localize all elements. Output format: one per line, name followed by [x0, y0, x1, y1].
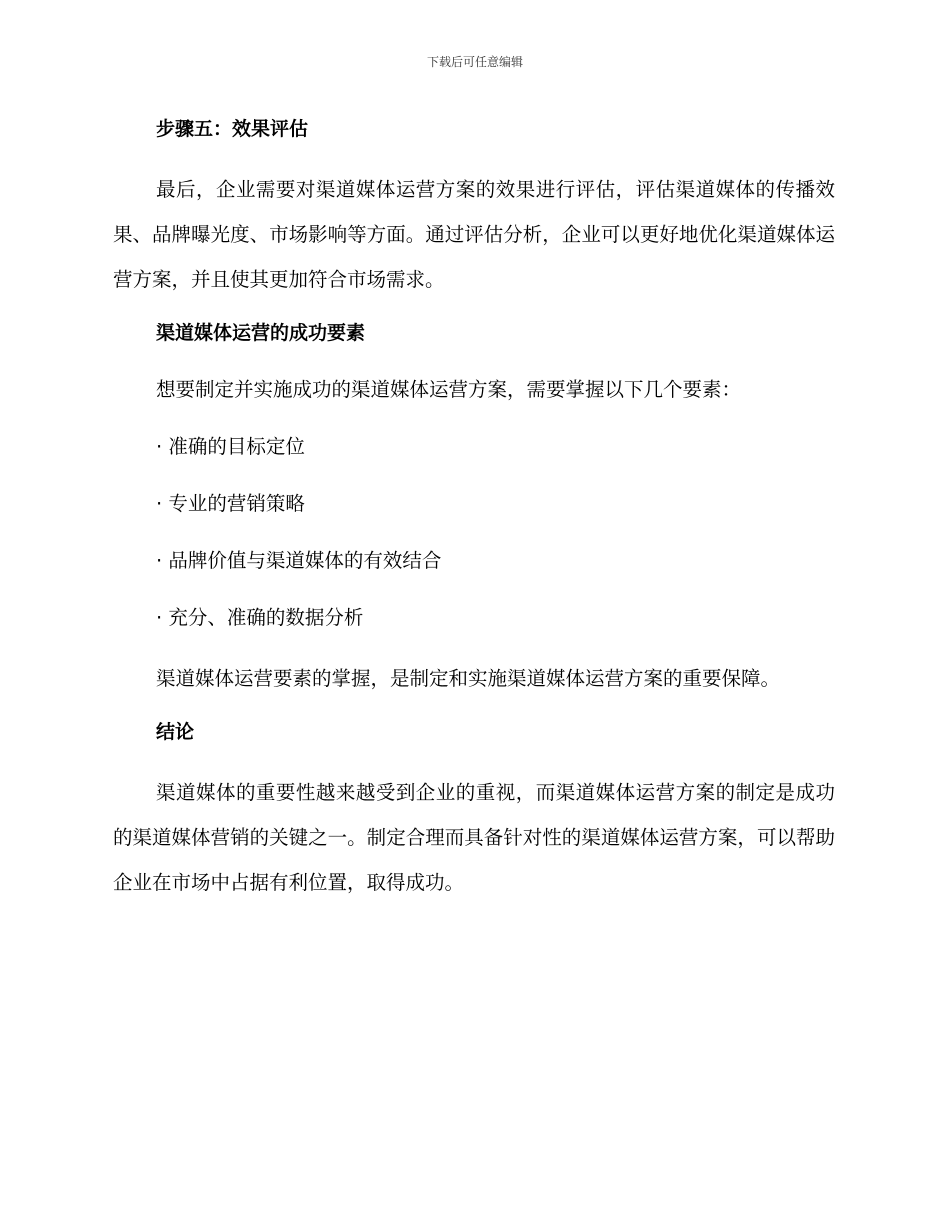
document-body — [113, 110, 835, 917]
list-item: · 专业的营销策略 — [156, 492, 305, 515]
section-heading-success-factors: 渠道媒体运营的成功要素 — [156, 322, 366, 344]
paragraph-step5: 最后，企业需要对渠道媒体运营方案的效果进行评估，评估渠道媒体的传播效果、品牌曝光度、市场影响等方面。通过评估分析，企业可以更好地优化渠道媒体运营方案，并且使其更加符合市场需求。 — [113, 178, 835, 291]
list-item: · 充分、准确的数据分析 — [156, 606, 364, 629]
paragraph-intro: 想要制定并实施成功的渠道媒体运营方案，需要掌握以下几个要素： — [156, 378, 742, 401]
list-item: · 品牌价值与渠道媒体的有效结合 — [156, 549, 442, 572]
list-item: · 准确的目标定位 — [156, 435, 305, 458]
paragraph-summary: 渠道媒体运营要素的掌握，是制定和实施渠道媒体运营方案的重要保障。 — [156, 667, 781, 690]
section-heading-step5: 步骤五：效果评估 — [156, 118, 309, 140]
paragraph-conclusion: 渠道媒体的重要性越来越受到企业的重视，而渠道媒体运营方案的制定是成功的渠道媒体营销的关键之一。制定合理而具备针对性的渠道媒体运营方案，可以帮助企业在市场中占据有利位置，取得成功。 — [113, 781, 835, 894]
section-heading-conclusion: 结论 — [156, 721, 195, 743]
header-note: 下载后可任意编辑 — [426, 55, 523, 69]
